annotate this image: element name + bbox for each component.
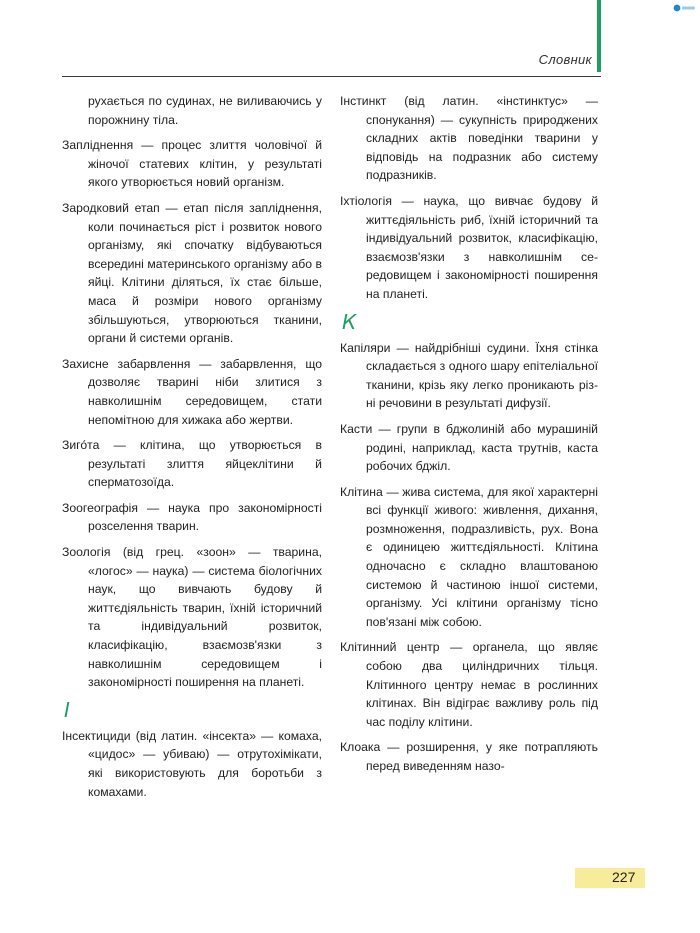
entry-term: Касти (340, 421, 373, 436)
entry-term: Клітина (340, 484, 383, 499)
entry-term: Інсектициди (62, 728, 131, 743)
section-title: Словник (538, 52, 592, 67)
entry-term: Клітинний центр (340, 640, 440, 655)
entry-term: Зоогеографія (62, 500, 138, 515)
entry-definition: — групи в бджолиній або мурашиній родині, наприклад, каста трутнів, каста робочих бджіл. (366, 421, 598, 474)
entry-fragment: рухається по судинах, не виливаючись у порожнину тіла. (88, 94, 322, 127)
entry-definition: — наука про закономірності розселення тварин. (88, 500, 322, 534)
entry-term: Капіляри (340, 340, 391, 355)
header-divider (62, 76, 601, 77)
entry-definition: — процес злиття чоловічої й жіночої статевих клітин, у результаті якого утворюється новий організм. (88, 138, 322, 190)
glossary-entry (340, 638, 598, 731)
entry-definition: — клітина, що утворюється в результаті злиття яйцеклітини й сперматозоїда. (88, 438, 322, 490)
glossary-entry (62, 136, 322, 192)
letter-heading-k: К (342, 309, 357, 334)
entry-term: Зиго́та (62, 438, 100, 453)
glossary-entry (62, 543, 322, 692)
right-column (340, 92, 598, 783)
entry-definition: — етап після запліднення, коли починається ріст і розвиток нового організму, які спочатку відбуваються всередині материнського організму або в яйці. Клітини діляться, їх стає більше, маса й розміри нового організму збільшуються, утворюються тканини, органи й системи органів. (88, 200, 322, 346)
entry-definition: (від латин. «інсекта» — комаха, «цидос» — убиваю) — отрутохімікати, які використовують для боротьби з комахами. (88, 728, 322, 799)
page-number: 227 (612, 869, 636, 885)
entry-term: Захисне забарвлення (62, 356, 191, 371)
letter-heading-i: І (64, 697, 70, 722)
glossary-entry (62, 499, 322, 536)
glossary-entry (340, 483, 598, 632)
glossary-entry (62, 436, 322, 492)
entry-definition: — забарвлення, що дозволяє тварині ніби злитися з навколишнім середовищем, стати непомітною для хижака або жертви. (88, 356, 323, 427)
entry-definition: (від латин. «інстинктус» — спонукання) — сукупність природжених складних актів поведінки тварини у відповідь на подразник або систему подразників. (366, 94, 598, 183)
entry-term: Клоака (340, 740, 381, 755)
entry-term: Зародковий етап (62, 200, 160, 215)
glossary-entry (62, 199, 322, 348)
glossary-entry (340, 738, 598, 775)
entry-definition: — органела, що являє собою два циліндричних тільця. Клітинного центру немає в рослинних клітинах. Він відіграє важливу роль під час поділу клітини. (366, 640, 599, 729)
entry-term: Інстинкт (340, 94, 387, 108)
entry-term: Іхтіологія (340, 193, 392, 208)
entry-definition: — найдрібніші судини. Їхня стінка складається з одного шару епітеліальної тканини, крізь яку легко проникають різні речовини в результаті дифузії. (366, 340, 598, 411)
glossary-entry (62, 355, 322, 429)
small-logo-icon (673, 3, 697, 13)
entry-definition: (від грец. «зоон» — тварина, «логос» — наука) — система біологічних наук, що вивчають будову й життєдіяльність тварин, їхній історичний та індивідуальний розвиток, класифікацію, взаємозв'язки з навколишнім середовищем і закономірності поширення на планеті. (88, 545, 322, 690)
glossary-entry (340, 192, 598, 304)
glossary-entry (340, 420, 598, 476)
left-column (62, 92, 322, 808)
entry-definition: — розширення, у яке потрапляють перед виведенням назо- (366, 740, 598, 773)
entry-term: Зоологія (62, 545, 111, 560)
glossary-entry (340, 339, 598, 413)
glossary-entry (62, 727, 322, 801)
entry-term: Запліднення (62, 138, 134, 153)
accent-bar (597, 0, 601, 72)
entry-definition: — наука, що вивчає будову й життєдіяльність риб, їхній історичний та індивідуальний розвиток, класифікацію, взаємозв'язки з навколишнім середовищем і закономірності поширення на планеті. (366, 193, 598, 301)
glossary-entry (340, 92, 598, 185)
entry-definition: — жива система, для якої характерні всі функції живого: живлення, дихання, розмноження, подразливість, рух. Вона є одиницею життєдіяльності. Клітина одночасно є складно влаштованою системою й частиною іншої системи, організму. Усі клітини організму тісно пов'язані між собою. (366, 484, 598, 629)
